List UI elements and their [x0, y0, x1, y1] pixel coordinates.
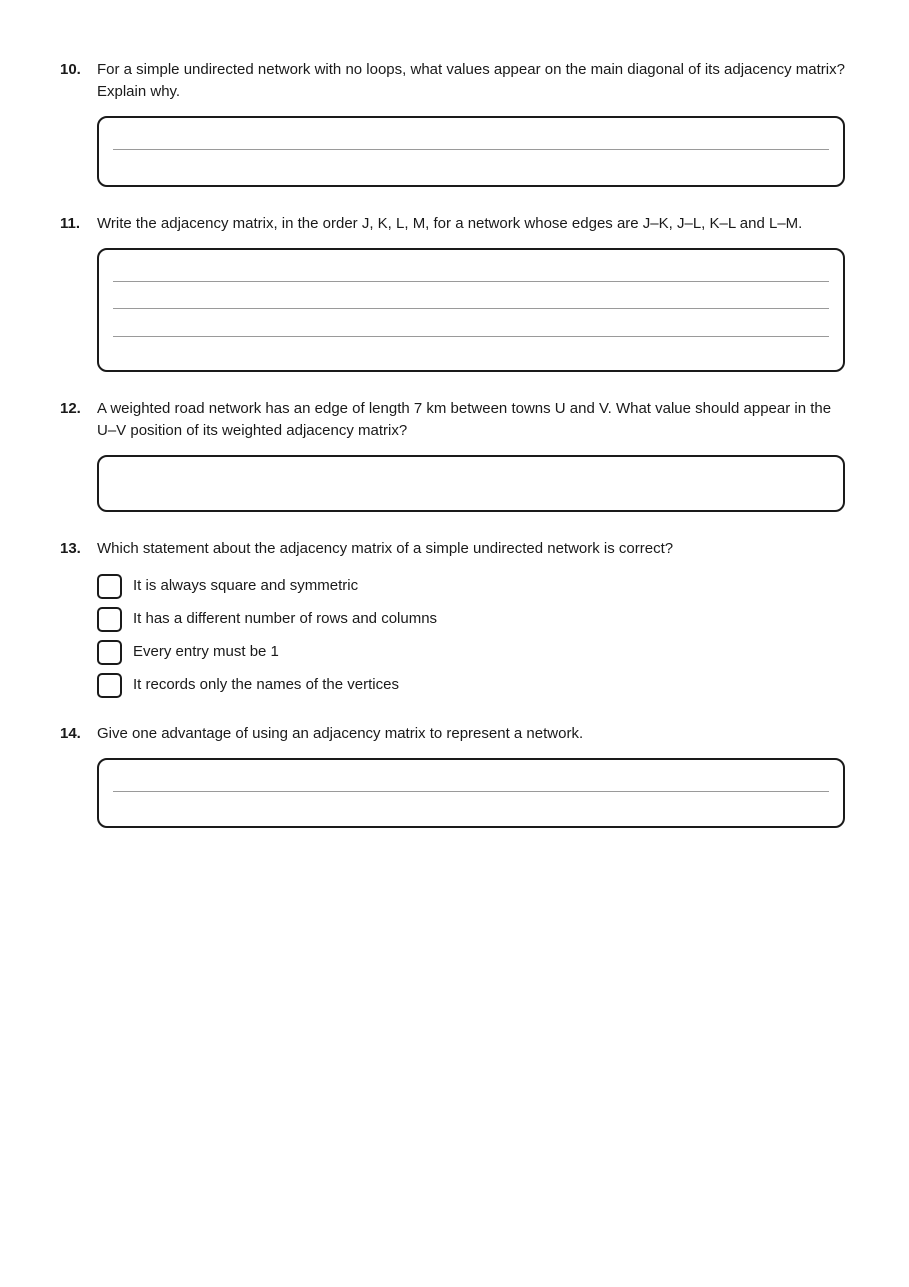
question-text: Write the adjacency matrix, in the order J, K, L, M, for a network whose edges are J–K, J–L, K–L and L–M.: [97, 215, 803, 232]
answer-line: [113, 791, 829, 792]
checkbox[interactable]: [97, 607, 122, 632]
option-label: Every entry must be 1: [133, 643, 279, 660]
answer-line: [113, 281, 829, 282]
answer-box-10[interactable]: [97, 116, 845, 187]
question-number: 10.: [60, 61, 81, 78]
option-1[interactable]: [97, 574, 797, 600]
option-label: It has a different number of rows and columns: [133, 610, 438, 627]
question-text: For a simple undirected network with no loops, what values appear on the main diagonal of its adjacency matrix? Explain why.: [97, 61, 845, 100]
question-10: [60, 59, 850, 109]
question-text: Give one advantage of using an adjacency matrix to represent a network.: [97, 725, 584, 742]
question-number: 12.: [60, 400, 81, 417]
checkbox[interactable]: [97, 640, 122, 665]
question-14: [60, 723, 850, 747]
option-label: It is always square and symmetric: [133, 577, 359, 594]
answer-line: [113, 336, 829, 337]
checkbox[interactable]: [97, 673, 122, 698]
question-12: [60, 398, 850, 448]
answer-box-14[interactable]: [97, 758, 845, 828]
checkbox[interactable]: [97, 574, 122, 599]
question-number: 13.: [60, 540, 81, 557]
answer-box-12[interactable]: [97, 455, 845, 512]
answer-line: [113, 308, 829, 309]
option-2[interactable]: [97, 607, 797, 633]
answer-box-11[interactable]: [97, 248, 845, 372]
question-13: [60, 538, 850, 562]
option-label: It records only the names of the vertices: [133, 676, 399, 693]
question-text: Which statement about the adjacency matrix of a simple undirected network is correct?: [97, 540, 674, 557]
option-3[interactable]: [97, 640, 797, 666]
question-11: [60, 213, 850, 237]
question-number: 14.: [60, 725, 81, 742]
answer-line: [113, 149, 829, 150]
question-number: 11.: [60, 215, 81, 232]
question-text: A weighted road network has an edge of length 7 km between towns U and V. What value should appear in the U–V position of its weighted adjacency matrix?: [97, 400, 832, 439]
option-4[interactable]: [97, 673, 797, 699]
